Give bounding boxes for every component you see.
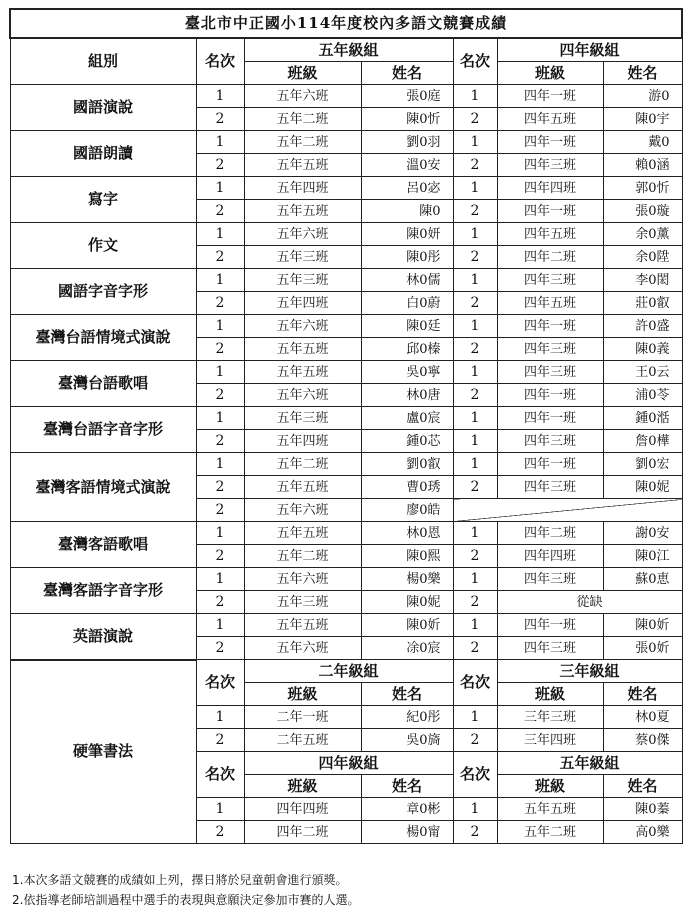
table-row — [10, 614, 682, 637]
grade5-name: 陳0 — [361, 200, 453, 223]
name-header: 姓名 — [603, 683, 682, 706]
grade4-class: 四年三班 — [497, 338, 603, 361]
grade5-name: 陳0妡 — [361, 614, 453, 637]
grade5-name: 呂0宓 — [361, 177, 453, 200]
class-header: 班級 — [244, 683, 361, 706]
grade5-name: 陳0妮 — [361, 591, 453, 614]
grade4-name: 王0云 — [603, 361, 682, 384]
results-table — [9, 8, 683, 844]
grade5-name: 劉0羽 — [361, 131, 453, 154]
left-class: 二年一班 — [244, 706, 361, 729]
grade4-name: 余0薰 — [603, 223, 682, 246]
grade5-class: 五年二班 — [244, 131, 361, 154]
grade4-rank: 1 — [453, 223, 497, 246]
grade5-name: 林0儒 — [361, 269, 453, 292]
grade5-class: 五年六班 — [244, 223, 361, 246]
grade4-class: 四年三班 — [497, 637, 603, 660]
grade5-rank: 1 — [196, 131, 244, 154]
grade5-name: 陳0熙 — [361, 545, 453, 568]
grade4-name: 詹0樺 — [603, 430, 682, 453]
grade4-name: 郭0忻 — [603, 177, 682, 200]
grade4-rank: 1 — [453, 568, 497, 591]
grade-header-left: 二年級組 — [244, 660, 453, 683]
grade4-class: 四年三班 — [497, 476, 603, 499]
group-name: 寫字 — [10, 177, 196, 223]
grade5-rank: 2 — [196, 338, 244, 361]
grade4-rank: 1 — [453, 85, 497, 108]
grade4-name: 陳0江 — [603, 545, 682, 568]
grade4-rank: 2 — [453, 591, 497, 614]
grade4-name: 張0妡 — [603, 637, 682, 660]
grade5-rank: 1 — [196, 315, 244, 338]
grade5-name: 吳0寧 — [361, 361, 453, 384]
grade4-class: 四年一班 — [497, 384, 603, 407]
grade5-rank: 2 — [196, 154, 244, 177]
grade5-name: 陳0廷 — [361, 315, 453, 338]
grade5-class: 五年五班 — [244, 154, 361, 177]
grade4-class: 四年一班 — [497, 315, 603, 338]
grade5-class: 五年三班 — [244, 591, 361, 614]
grade4-header: 四年級組 — [497, 38, 682, 62]
grade5-rank: 1 — [196, 361, 244, 384]
grade5-name: 白0蔚 — [361, 292, 453, 315]
grade4-class: 四年五班 — [497, 223, 603, 246]
grade5-name: 林0唐 — [361, 384, 453, 407]
grade4-rank: 2 — [453, 154, 497, 177]
left-name: 吳0旖 — [361, 729, 453, 752]
grade5-name: 楊0樂 — [361, 568, 453, 591]
class-header: 班級 — [244, 775, 361, 798]
table-row — [10, 407, 682, 430]
vacant-entry: 從缺 — [497, 591, 682, 614]
grade4-class: 四年一班 — [497, 200, 603, 223]
grade4-name: 李0閎 — [603, 269, 682, 292]
rank-header: 名次 — [453, 660, 497, 706]
table-row — [10, 361, 682, 384]
name-header: 姓名 — [361, 775, 453, 798]
grade5-rank: 2 — [196, 545, 244, 568]
grade4-class: 四年三班 — [497, 361, 603, 384]
right-name: 蔡0傑 — [603, 729, 682, 752]
grade4-name: 賴0涵 — [603, 154, 682, 177]
name-header: 姓名 — [361, 683, 453, 706]
class-header-4: 班級 — [497, 62, 603, 85]
grade5-rank: 2 — [196, 200, 244, 223]
grade4-rank: 1 — [453, 614, 497, 637]
grade4-name: 余0陞 — [603, 246, 682, 269]
grade5-name: 邱0榛 — [361, 338, 453, 361]
grade5-class: 五年三班 — [244, 407, 361, 430]
grade5-class: 五年四班 — [244, 292, 361, 315]
grade4-name: 劉0宏 — [603, 453, 682, 476]
grade4-name: 浦0苓 — [603, 384, 682, 407]
grade4-rank: 1 — [453, 269, 497, 292]
right-class: 五年五班 — [497, 798, 603, 821]
grade4-name: 陳0宇 — [603, 108, 682, 131]
grade5-class: 五年四班 — [244, 177, 361, 200]
class-header-5: 班級 — [244, 62, 361, 85]
rank-header: 名次 — [196, 752, 244, 798]
table-row — [10, 660, 682, 683]
group-name: 臺灣台語歌唱 — [10, 361, 196, 407]
grade5-class: 五年四班 — [244, 430, 361, 453]
grade5-rank: 2 — [196, 384, 244, 407]
grade-header-right: 五年級組 — [497, 752, 682, 775]
group-name: 臺灣台語情境式演說 — [10, 315, 196, 361]
grade4-class: 四年三班 — [497, 269, 603, 292]
name-header-5: 姓名 — [361, 62, 453, 85]
grade5-class: 五年五班 — [244, 338, 361, 361]
grade5-rank: 1 — [196, 614, 244, 637]
group-name: 臺灣台語字音字形 — [10, 407, 196, 453]
grade4-name: 游0 — [603, 85, 682, 108]
grade5-class: 五年六班 — [244, 384, 361, 407]
grade4-rank: 1 — [453, 315, 497, 338]
group-name: 臺灣客語情境式演說 — [10, 453, 196, 522]
grade5-class: 五年三班 — [244, 246, 361, 269]
grade-header-right: 三年級組 — [497, 660, 682, 683]
right-name: 林0夏 — [603, 706, 682, 729]
table-row — [10, 223, 682, 246]
grade4-rank: 2 — [453, 476, 497, 499]
grade4-class: 四年四班 — [497, 177, 603, 200]
left-class: 四年四班 — [244, 798, 361, 821]
right-rank: 1 — [453, 706, 497, 729]
table-row — [10, 568, 682, 591]
group-name: 臺灣客語字音字形 — [10, 568, 196, 614]
table-row — [10, 269, 682, 292]
group-name: 臺灣客語歌唱 — [10, 522, 196, 568]
grade5-class: 五年五班 — [244, 522, 361, 545]
left-rank: 1 — [196, 706, 244, 729]
left-class: 二年五班 — [244, 729, 361, 752]
grade5-rank: 1 — [196, 453, 244, 476]
grade5-rank: 1 — [196, 407, 244, 430]
right-name: 高0樂 — [603, 821, 682, 844]
group-name: 國語字音字形 — [10, 269, 196, 315]
grade4-name: 陳0妮 — [603, 476, 682, 499]
grade5-class: 五年三班 — [244, 269, 361, 292]
table-row — [10, 85, 682, 108]
grade5-header: 五年級組 — [244, 38, 453, 62]
grade4-rank: 2 — [453, 292, 497, 315]
grade4-rank: 2 — [453, 108, 497, 131]
grade5-class: 五年五班 — [244, 200, 361, 223]
grade5-rank: 2 — [196, 108, 244, 131]
table-row — [10, 315, 682, 338]
table-row — [10, 453, 682, 476]
left-name: 楊0甯 — [361, 821, 453, 844]
grade4-class: 四年三班 — [497, 430, 603, 453]
grade4-name: 陳0義 — [603, 338, 682, 361]
grade4-rank: 2 — [453, 384, 497, 407]
grade5-name: 曹0琇 — [361, 476, 453, 499]
grade5-class: 五年二班 — [244, 108, 361, 131]
grade5-class: 五年六班 — [244, 568, 361, 591]
class-header: 班級 — [497, 683, 603, 706]
grade5-class: 五年二班 — [244, 545, 361, 568]
grade4-class: 四年一班 — [497, 614, 603, 637]
group-name: 作文 — [10, 223, 196, 269]
grade-header-left: 四年級組 — [244, 752, 453, 775]
grade5-rank: 1 — [196, 177, 244, 200]
grade4-class: 四年四班 — [497, 545, 603, 568]
grade4-name: 謝0安 — [603, 522, 682, 545]
grade5-name: 劉0叡 — [361, 453, 453, 476]
empty-diagonal-cell — [453, 499, 682, 522]
grade4-name: 蘇0恵 — [603, 568, 682, 591]
left-rank: 1 — [196, 798, 244, 821]
grade4-name: 張0璇 — [603, 200, 682, 223]
grade4-class: 四年二班 — [497, 522, 603, 545]
grade4-rank: 1 — [453, 453, 497, 476]
grade5-class: 五年五班 — [244, 614, 361, 637]
grade4-class: 四年三班 — [497, 568, 603, 591]
grade4-class: 四年一班 — [497, 85, 603, 108]
grade4-rank: 1 — [453, 131, 497, 154]
grade5-class: 五年二班 — [244, 453, 361, 476]
grade5-name: 廖0皓 — [361, 499, 453, 522]
right-class: 三年三班 — [497, 706, 603, 729]
footnote-2: 2.依指導老師培訓過程中選手的表現與意願決定參加市賽的人選。 — [12, 893, 360, 907]
rank-header-4: 名次 — [453, 38, 497, 85]
grade5-class: 五年六班 — [244, 637, 361, 660]
grade5-name: 陳0妍 — [361, 223, 453, 246]
grade5-name: 盧0宸 — [361, 407, 453, 430]
right-rank: 1 — [453, 798, 497, 821]
grade5-rank: 1 — [196, 568, 244, 591]
grade5-name: 林0恩 — [361, 522, 453, 545]
grade4-rank: 1 — [453, 177, 497, 200]
grade4-name: 莊0叡 — [603, 292, 682, 315]
grade5-class: 五年六班 — [244, 499, 361, 522]
page-title: 臺北市中正國小114年度校內多語文競賽成績 — [10, 9, 682, 38]
grade4-name: 許0盛 — [603, 315, 682, 338]
table-row — [10, 131, 682, 154]
grade4-class: 四年五班 — [497, 292, 603, 315]
grade4-rank: 2 — [453, 200, 497, 223]
grade5-name: 陳0忻 — [361, 108, 453, 131]
grade4-class: 四年二班 — [497, 246, 603, 269]
grade4-rank: 2 — [453, 338, 497, 361]
grade5-class: 五年六班 — [244, 85, 361, 108]
left-rank: 2 — [196, 729, 244, 752]
grade4-rank: 1 — [453, 361, 497, 384]
grade4-name: 鍾0湉 — [603, 407, 682, 430]
grade4-class: 四年五班 — [497, 108, 603, 131]
grade5-rank: 1 — [196, 223, 244, 246]
right-name: 陳0蓁 — [603, 798, 682, 821]
rank-header-5: 名次 — [196, 38, 244, 85]
grade5-name: 張0庭 — [361, 85, 453, 108]
grade5-rank: 1 — [196, 269, 244, 292]
group-name: 英語演說 — [10, 614, 196, 660]
right-class: 五年二班 — [497, 821, 603, 844]
rank-header: 名次 — [196, 660, 244, 706]
grade4-rank: 1 — [453, 522, 497, 545]
grade4-name: 陳0妡 — [603, 614, 682, 637]
grade5-rank: 2 — [196, 591, 244, 614]
grade4-rank: 2 — [453, 246, 497, 269]
grade5-rank: 2 — [196, 637, 244, 660]
right-rank: 2 — [453, 821, 497, 844]
footnotes — [12, 870, 359, 910]
grade5-rank: 2 — [196, 430, 244, 453]
grade5-rank: 1 — [196, 522, 244, 545]
group-name: 國語朗讀 — [10, 131, 196, 177]
left-name: 章0彬 — [361, 798, 453, 821]
left-class: 四年二班 — [244, 821, 361, 844]
name-header: 姓名 — [603, 775, 682, 798]
table-row — [10, 522, 682, 545]
grade4-rank: 2 — [453, 545, 497, 568]
grade5-rank: 2 — [196, 246, 244, 269]
grade5-name: 溫0安 — [361, 154, 453, 177]
grade4-class: 四年一班 — [497, 407, 603, 430]
grade4-rank: 1 — [453, 430, 497, 453]
group-name: 硬筆書法 — [10, 660, 196, 844]
grade5-rank: 2 — [196, 476, 244, 499]
grade4-name: 戴0 — [603, 131, 682, 154]
left-rank: 2 — [196, 821, 244, 844]
grade4-class: 四年三班 — [497, 154, 603, 177]
footnote-1: 1.本次多語文競賽的成績如上列，擇日將於兒童朝會進行頒獎。 — [12, 873, 348, 887]
grade5-class: 五年五班 — [244, 361, 361, 384]
grade4-class: 四年一班 — [497, 131, 603, 154]
table-row — [10, 177, 682, 200]
name-header-4: 姓名 — [603, 62, 682, 85]
grade4-class: 四年一班 — [497, 453, 603, 476]
right-class: 三年四班 — [497, 729, 603, 752]
grade5-class: 五年五班 — [244, 476, 361, 499]
left-name: 紀0彤 — [361, 706, 453, 729]
grade5-name: 陳0彤 — [361, 246, 453, 269]
class-header: 班級 — [497, 775, 603, 798]
grade5-name: 凃0宸 — [361, 637, 453, 660]
group-name: 國語演說 — [10, 85, 196, 131]
grade5-rank: 1 — [196, 85, 244, 108]
grade4-rank: 2 — [453, 637, 497, 660]
group-header: 組別 — [10, 38, 196, 85]
rank-header: 名次 — [453, 752, 497, 798]
grade5-name: 鍾0芯 — [361, 430, 453, 453]
right-rank: 2 — [453, 729, 497, 752]
grade5-rank: 2 — [196, 499, 244, 522]
grade5-rank: 2 — [196, 292, 244, 315]
grade4-rank: 1 — [453, 407, 497, 430]
grade5-class: 五年六班 — [244, 315, 361, 338]
